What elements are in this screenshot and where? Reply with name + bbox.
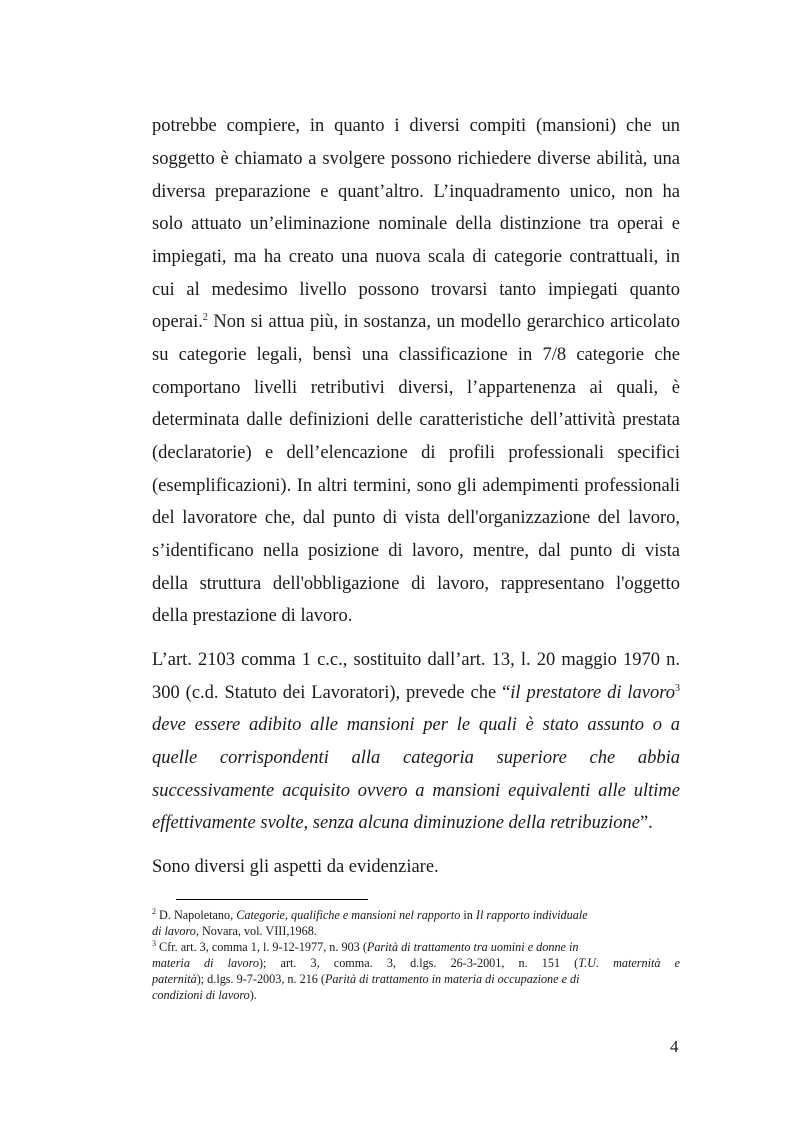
text-line: (esemplificazioni). In altri termini, sono gli adempimenti professionali	[152, 476, 680, 496]
quote-line: deve essere adibito alle mansioni per le quali è stato assunto o a	[152, 715, 680, 735]
text-line: del lavoratore che, dal punto di vista dell'organizzazione del lavoro,	[152, 508, 680, 528]
quote-line: successivamente acquisito ovvero a mansioni equivalenti alle ultime	[152, 781, 680, 801]
text-line: cui al medesimo livello possono trovarsi tanto impiegati quanto	[152, 280, 680, 300]
text-fragment: Parità di trattamento in materia di occupazione e di	[324, 972, 580, 986]
footnote-line	[152, 940, 680, 955]
text-fragment: , Novara, vol. VIII,1968.	[195, 924, 317, 938]
page-number: 4	[670, 1037, 679, 1056]
text-line: solo attuato un’eliminazione nominale della distinzione tra operai e	[152, 214, 680, 234]
text-line: s’identificano nella posizione di lavoro, mentre, dal punto di vista	[152, 541, 680, 561]
text-fragment: Non si attua più, in sostanza, un modello gerarchico articolato	[207, 312, 680, 332]
body-paragraph-3: Sono diversi gli aspetti da evidenziare.	[152, 857, 439, 877]
text-line	[152, 811, 680, 835]
footnote-ref-3[interactable]: 3	[675, 683, 680, 694]
text-line: della struttura dell'obbligazione di lavoro, rappresentano l'oggetto	[152, 574, 680, 594]
text-line: (declaratorie) e dell’elencazione di profili professionali specifici	[152, 443, 680, 463]
text-fragment: ).	[249, 988, 257, 1002]
text-fragment: ); art. 3, comma. 3, d.lgs. 26-3-2001, n. 151 (	[258, 956, 579, 970]
text-line	[152, 681, 680, 705]
text-line	[152, 310, 680, 334]
text-line: L’art. 2103 comma 1 c.c., sostituito dall’art. 13, l. 20 maggio 1970 n.	[152, 650, 680, 670]
footnote-number: 3	[152, 939, 156, 948]
text-fragment: D. Napoletano,	[156, 908, 237, 922]
text-fragment: ); d.lgs. 9-7-2003, n. 216 (	[196, 972, 325, 986]
text-line: della prestazione di lavoro.	[152, 606, 353, 626]
footnote-line	[152, 908, 680, 923]
footnote-line	[152, 972, 680, 987]
quote-fragment: il prestatore di lavoro	[510, 683, 675, 703]
text-line: determinata dalle definizioni delle caratteristiche dell’attività prestata	[152, 410, 680, 430]
text-fragment: Cfr. art. 3, comma 1, l. 9-12-1977, n. 903 (	[156, 940, 367, 954]
text-fragment: T.U. maternità e	[578, 956, 681, 970]
text-fragment: di lavoro	[152, 924, 196, 938]
text-fragment: Categorie, qualifiche e mansioni nel rapporto	[236, 908, 461, 922]
text-line: diversa preparazione e quant’altro. L’inquadramento unico, non ha	[152, 182, 680, 202]
text-fragment: in	[460, 908, 476, 922]
text-line: impiegati, ma ha creato una nuova scala di categorie contrattuali, in	[152, 247, 680, 267]
text-line: comportano livelli retributivi diversi, l’appartenenza ai quali, è	[152, 378, 680, 398]
footnote-line	[152, 988, 680, 1003]
text-fragment: paternità	[152, 972, 197, 986]
footnote-separator	[176, 899, 368, 900]
text-fragment: ”.	[639, 813, 653, 833]
text-fragment: Il rapporto individuale	[475, 908, 588, 922]
text-fragment: materia di lavoro	[152, 956, 259, 970]
quote-fragment: effettivamente svolte, senza alcuna diminuzione della retribuzione	[152, 813, 640, 833]
text-fragment: 300 (c.d. Statuto dei Lavoratori), prevede che “	[152, 683, 511, 703]
text-line: soggetto è chiamato a svolgere possono richiedere diverse abilità, una	[152, 149, 680, 169]
text-fragment: condizioni di lavoro	[152, 988, 250, 1002]
footnote-number: 2	[152, 907, 156, 916]
quote-line: quelle corrispondenti alla categoria superiore che abbia	[152, 748, 680, 768]
footnote-line	[152, 956, 680, 971]
text-fragment: Parità di trattamento tra uomini e donne in	[366, 940, 579, 954]
footnote-line	[152, 924, 680, 939]
text-line: potrebbe compiere, in quanto i diversi compiti (mansioni) che un	[152, 116, 680, 136]
text-fragment: operai.	[152, 312, 203, 332]
footnote-ref-2[interactable]: 2	[202, 312, 208, 323]
text-line: su categorie legali, bensì una classificazione in 7/8 categorie che	[152, 345, 680, 365]
